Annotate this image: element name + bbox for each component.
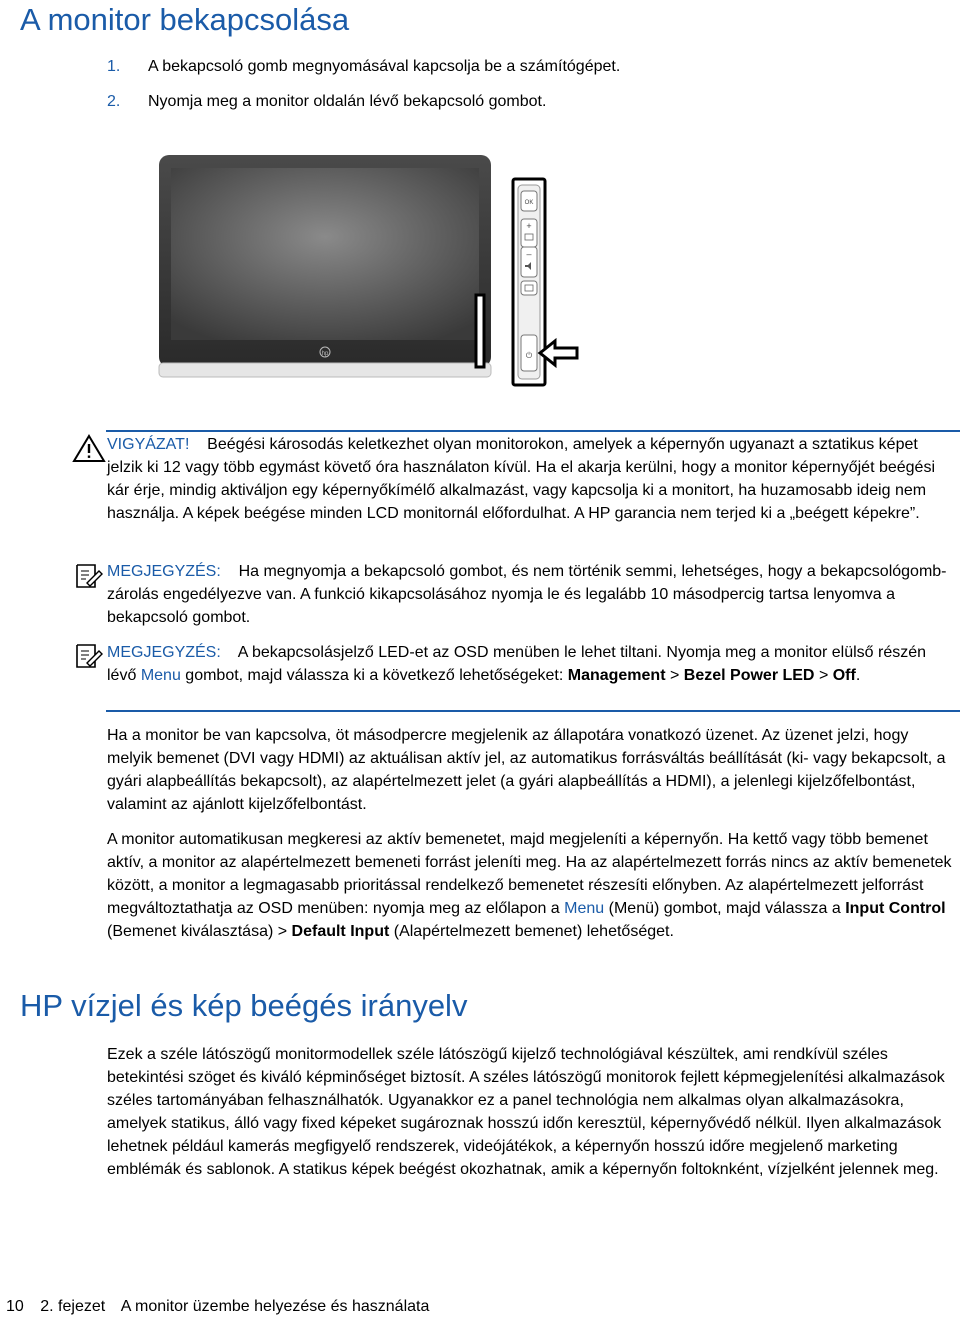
- para-text: (Menü) gombot, majd válassza a: [608, 900, 841, 917]
- option-off: Off: [832, 667, 856, 684]
- warning-icon: [72, 433, 106, 463]
- note-label: MEGJEGYZÉS:: [107, 644, 221, 661]
- list-item: [107, 91, 620, 113]
- option-default-input: Default Input: [291, 923, 390, 940]
- note-text: Ha megnyomja a bekapcsoló gombot, és nem történik semmi, lehetséges, hogy a bekapcsológomb-zárolás engedélyezve van. A funkció kikapcsolásához nyomja le és legalább 10 másodpercig tartsa lenyomva a bekapcsoló gombot.: [107, 563, 947, 626]
- period: .: [855, 667, 861, 684]
- caution-rule: [106, 430, 960, 432]
- note-icon: [73, 641, 103, 671]
- chapter-label: 2. fejezet: [40, 1298, 106, 1315]
- note-text-a: A bekapcsolásjelző LED-et az OSD menüben le lehet tiltani. Nyomja meg a monitor elülső részén lévő: [107, 644, 927, 684]
- brand-logo: hp: [321, 351, 329, 357]
- monitor-illustration: [157, 155, 587, 395]
- paragraph-status-message: Ha a monitor be van kapcsolva, öt másodpercre megjelenik az állapotára vonatkozó üzenet. Az üzenet jelzi, hogy melyik bemenet (DVI vagy HDMI) az aktuálisan aktív jel, az automatikus forrásváltás beállítását (ki- vagy bekapcsolt, a gyári alapbeállítás bekapcsolt), az alapértelmezett jelet (a gyári alapbeállítás a HDMI), a jelenlegi kijelzőfelbontást, valamint az ajánlott kijelzőfelbontást.: [107, 727, 946, 813]
- caution-label: VIGYÁZAT!: [107, 436, 190, 453]
- note-block-1: [107, 560, 957, 629]
- note-block-2: [107, 641, 957, 687]
- note-label: MEGJEGYZÉS:: [107, 563, 221, 580]
- caution-text: Beégési károsodás keletkezhet olyan monitorokon, amelyek a képernyőn ugyanazt a sztatikus képet jelzik ki 12 vagy több egymást követő óra használaton kívül. Ha el akarja kerülni, hogy a monitor képernyőjét beégési kár érje, mindig aktiváljon egy képernyőkímélő alkalmazást, vagy kapcsolja ki a monitort, ha huzamosabb ideig nem használja. A képek beégése minden LCD monitornál előfordulhat. A HP garancia nem terjed ki a „beégett képekre”.: [107, 436, 936, 522]
- menu-link[interactable]: Menu: [140, 667, 181, 684]
- menu-link[interactable]: Menu: [564, 900, 605, 917]
- section-title: A monitor bekapcsolása: [20, 2, 350, 37]
- para-text: A monitor automatikusan megkeresi az aktív bemenetet, majd megjeleníti a képernyőn. Ha kettő vagy több bemenet aktív, a monitor az alapértelmezett bemeneti forrást jeleníti meg. Ha az alapértelmezett forrás nincs az aktív bemenetek között, a monitor a legmagasabb prioritással rendelkező bemenetet részesíti előnyben. Az alapértelmezett jelforrást megváltoztathatja az OSD menüben: nyomja meg az előlapon a: [107, 831, 952, 917]
- separator: >: [669, 667, 680, 684]
- para-text: (Bemenet kiválasztása) >: [107, 923, 288, 940]
- note-text-b: gombot, majd válassza ki a következő lehetőségeket:: [185, 667, 564, 684]
- ok-button-label: OK: [524, 200, 534, 206]
- caution-block: [107, 433, 957, 525]
- chapter-title: A monitor üzembe helyezése és használata: [120, 1298, 430, 1315]
- option-bezel-power-led: Bezel Power LED: [683, 667, 815, 684]
- page-footer: [6, 1298, 441, 1316]
- note-icon: [73, 561, 103, 591]
- separator: >: [818, 667, 829, 684]
- step-number: 1.: [107, 58, 121, 75]
- section-title: HP vízjel és kép beégés irányelv: [20, 988, 468, 1023]
- step-text: Nyomja meg a monitor oldalán lévő bekapcsoló gombot.: [148, 93, 547, 110]
- power-button-label: ⏻: [525, 351, 533, 360]
- side-power-highlight: [476, 295, 484, 367]
- steps-list: [107, 56, 620, 126]
- monitor-body: [159, 155, 491, 377]
- para-text: (Alapértelmezett bemenet) lehetőséget.: [393, 923, 674, 940]
- step-text: A bekapcsoló gomb megnyomásával kapcsolja be a számítógépet.: [148, 58, 621, 75]
- list-item: [107, 56, 620, 78]
- paragraph-input-selection: [107, 828, 957, 943]
- option-input-control: Input Control: [845, 900, 946, 917]
- step-number: 2.: [107, 93, 121, 110]
- plus-button-label: +: [526, 221, 532, 231]
- note-rule: [106, 710, 960, 712]
- paragraph-watermark: Ezek a széle látószögű monitormodellek széle látószögű kijelző technológiával készültek, ami rendkívül széles betekintési szöget és kiváló képminőséget biztosít. A széles látószögű monitorok fejlett képmegjelenítési alkalmazások széles tartományában felhasználhatók. Ugyanakkor ez a panel technológia nem alkalmas olyan alkalmazásokra, amelyek statikus, álló vagy fixed képeket sugároznak hosszú időn keresztül, képernyővédő nélkül. Ilyen alkalmazások lehetnek például kamerás megfigyelő rendszerek, videójátékok, a képernyőn hosszú időre megjelenő marketing emblémák és sablonok. A statikus képek beégést okozhatnak, amik a képernyőn foltoknként, vízjelként jelennek meg.: [107, 1046, 945, 1178]
- option-management: Management: [567, 667, 666, 684]
- page-number: 10: [6, 1298, 24, 1315]
- minus-button-label: –: [526, 249, 532, 259]
